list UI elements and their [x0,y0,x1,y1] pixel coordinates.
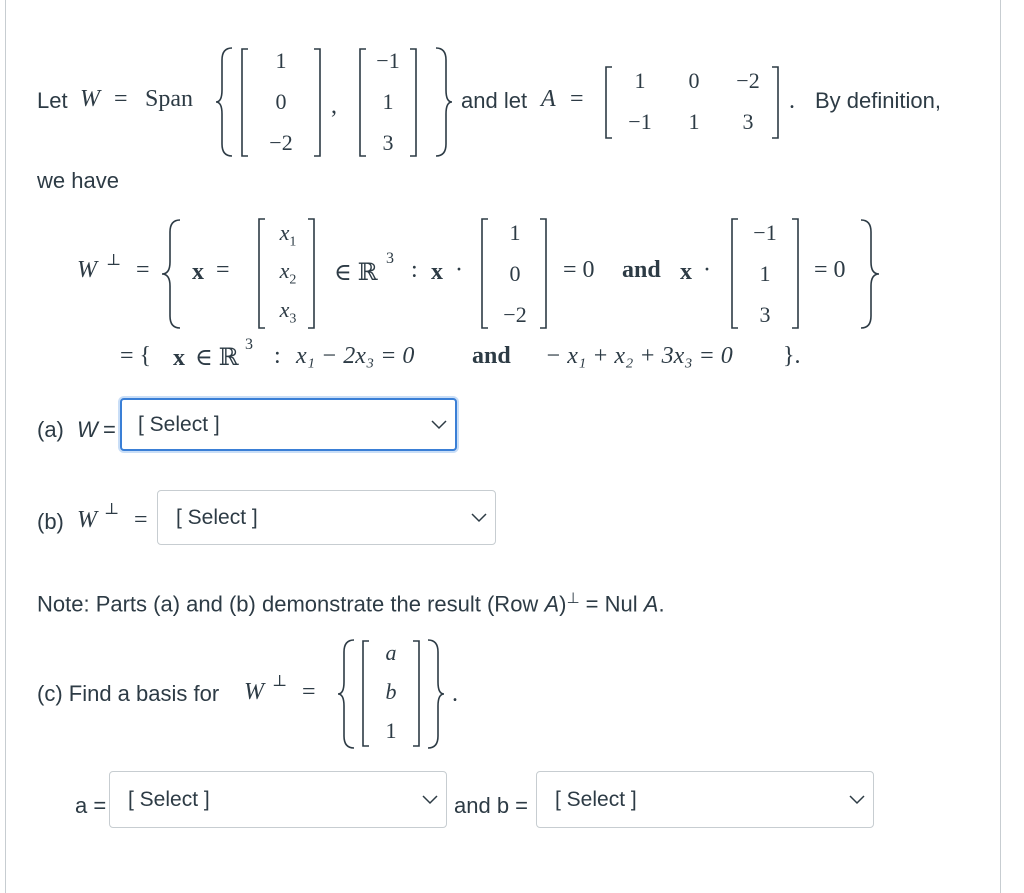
part-b-select[interactable] [157,490,496,545]
x-bold: x [680,259,692,285]
v1-left-bracket [480,218,490,330]
x-vector [268,222,308,326]
basis-right-bracket [411,640,421,748]
period: . [789,88,795,114]
equals-zero: = 0 [814,257,846,283]
x-bold: x [173,345,185,371]
equals-open-brace: = { [120,343,152,369]
span-left-brace [216,46,236,158]
v1-left-bracket [240,48,250,158]
equals-zero: = 0 [563,257,595,283]
equation-one: x₁ − 2x₃ = 0 [296,343,415,369]
chevron-down-icon [849,795,865,805]
x-bold: x [192,259,204,285]
equals-sign: = [103,417,116,442]
element-of-r: ∈ ℝ [334,260,378,286]
perp-symbol: ⊥ [566,590,580,607]
span-right-brace [432,46,452,158]
v1-vector [490,222,540,326]
equals-sign: = [570,86,584,112]
v1-entry: −2 [269,130,293,155]
colon: : [274,343,281,369]
x-right-bracket [306,218,316,330]
equals-sign: = [302,679,316,705]
v2-vector [368,50,408,154]
matrix-entry: 0 [688,68,700,93]
and-let-text: and let [461,88,528,113]
set-left-brace [162,218,184,330]
part-b-select-value: [ Select ] [176,505,258,529]
matrix-entry: 1 [634,68,646,93]
chevron-down-icon [471,513,487,523]
equals-sign: = [216,257,230,283]
colon: : [411,257,418,283]
element-of-r: ∈ ℝ [195,345,239,371]
a-select[interactable] [109,771,447,828]
set-right-brace [857,218,879,330]
equation-two: − x₁ + x₂ + 3x₃ = 0 [545,343,733,369]
matrix-left-bracket [604,66,614,140]
superscript-three: 3 [245,336,253,353]
chevron-down-icon [422,795,438,805]
a-variable: A [544,591,560,617]
close-paren: ) [559,591,567,617]
part-a-select[interactable] [120,398,457,451]
x-entry: $x_2$ [279,258,297,288]
note-text: Note: Parts (a) and (b) demonstrate the result (Row [37,591,539,617]
a-variable: A [643,591,659,617]
v2-right-bracket [408,48,418,158]
and-word: and [472,343,511,369]
matrix-entry: 1 [688,109,700,134]
v1-vector [252,50,310,154]
matrix-entry: −1 [628,109,652,134]
dot-product: · [455,257,463,283]
perp-symbol: ⊥ [104,501,120,518]
perp-symbol: ⊥ [106,252,122,269]
period: . [452,681,458,707]
matrix-right-bracket [770,66,780,140]
b-select-value: [ Select ] [555,787,637,811]
basis-vector [371,642,411,742]
matrix-entry: −2 [736,68,760,93]
v2-left-bracket [730,218,740,330]
superscript-three: 3 [386,250,394,267]
w-variable: W [244,679,264,705]
basis-right-brace [424,638,444,750]
and-word: and [622,257,661,283]
part-c-label: (c) Find a basis for [37,681,220,706]
x-left-bracket [257,218,267,330]
v2-entry: 3 [382,130,394,155]
v2-entry: −1 [753,220,777,245]
a-variable: A [541,86,556,112]
matrix-entry: 3 [742,109,754,134]
b-select[interactable] [536,771,874,828]
v1-entry: 0 [509,261,521,286]
v2-vector [740,222,790,326]
x-bold: x [431,259,443,285]
part-b-label: (b) [37,509,64,534]
equals-nul: = Nul [585,591,638,617]
basis-entry-b: b [385,679,397,704]
vector-comma: , [331,93,337,119]
equals-sign: = [136,257,150,283]
basis-left-brace [338,638,358,750]
period: . [658,591,665,617]
v2-entry: −1 [376,48,400,73]
equals-sign: = [114,86,128,112]
equals-sign: = [134,507,148,533]
perp-symbol: ⊥ [272,673,288,690]
v2-entry: 1 [759,261,771,286]
w-variable: W [77,507,97,533]
a-equals-label: a = [75,793,107,818]
close-brace: }. [783,343,801,369]
chevron-down-icon [431,420,447,430]
by-definition-text: By definition, [815,88,941,113]
matrix-row [620,68,768,94]
w-variable: W [77,417,98,442]
part-a-label: (a) [37,417,64,442]
a-select-value: [ Select ] [128,787,210,811]
v2-right-bracket [790,218,800,330]
part-a-select-value: [ Select ] [138,412,220,436]
x-entry: $x_3$ [279,296,297,326]
v2-entry: 3 [759,302,771,327]
basis-entry-a: a [385,640,397,665]
v1-right-bracket [312,48,322,158]
w-variable: W [80,86,100,112]
v1-entry: −2 [503,302,527,327]
matrix-row [620,109,768,135]
v1-entry: 1 [275,48,287,73]
note-line [37,589,665,617]
w-perp-variable: W [77,257,97,283]
v2-left-bracket [358,48,368,158]
basis-left-bracket [361,640,371,748]
and-b-equals-label: and b = [454,793,529,818]
v1-right-bracket [538,218,548,330]
x-entry: $x_1$ [279,220,297,250]
basis-entry-one: 1 [385,718,397,743]
v2-entry: 1 [382,89,394,114]
v1-entry: 1 [509,220,521,245]
we-have-text: we have [37,168,119,193]
v1-entry: 0 [275,89,287,114]
let-text: Let [37,88,68,113]
span-word: Span [145,86,193,112]
dot-product: · [703,257,711,283]
